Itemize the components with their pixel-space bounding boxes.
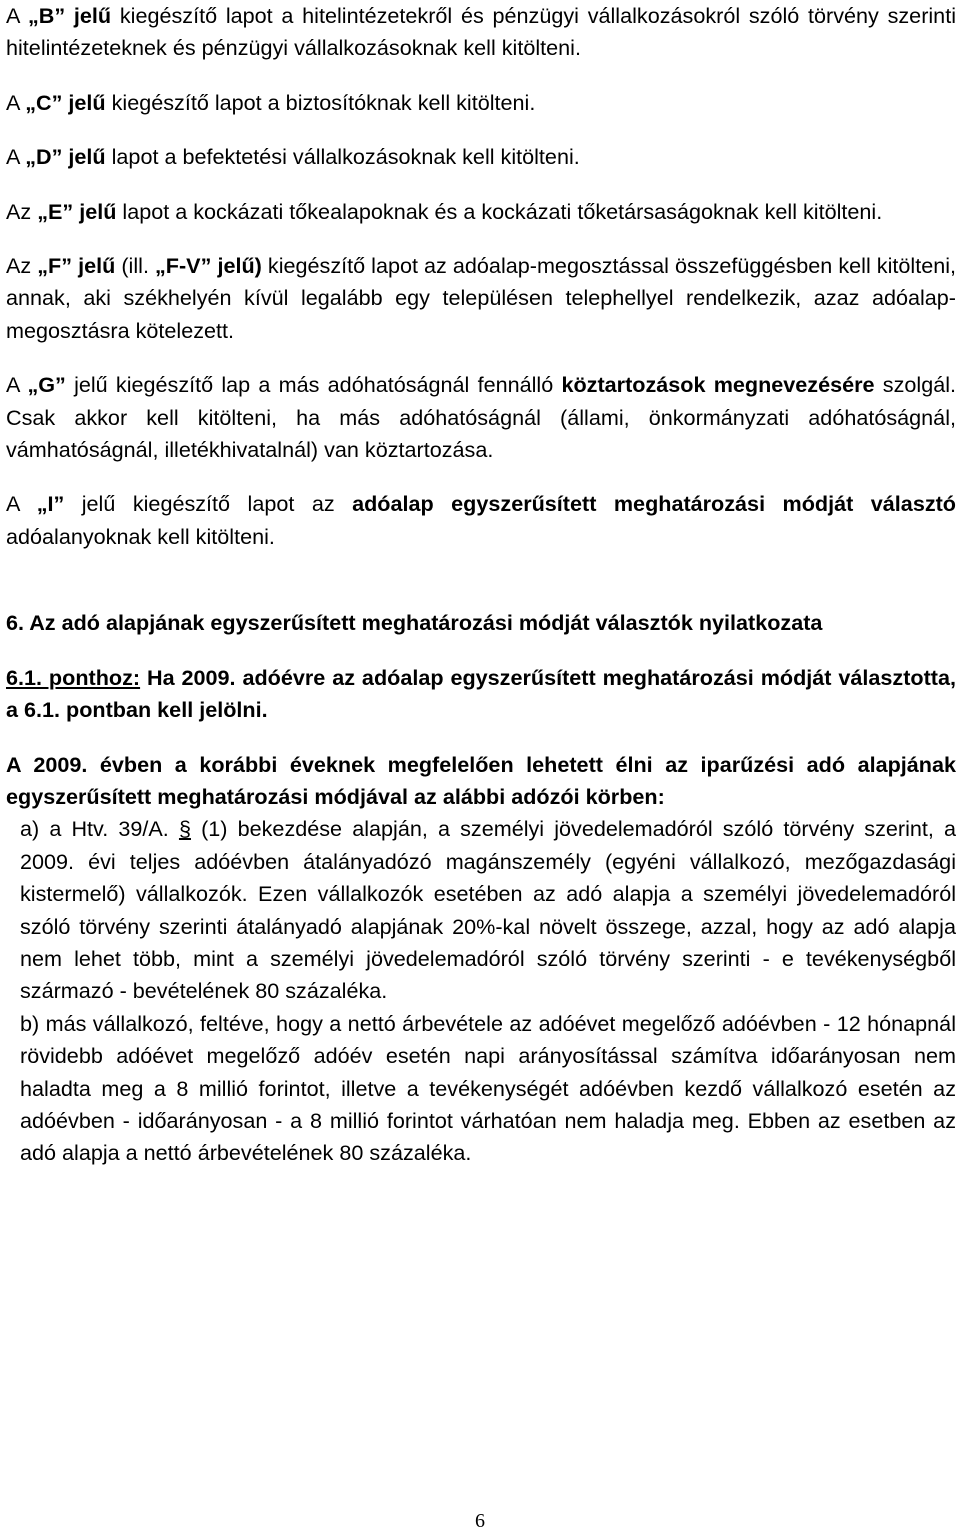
text: adóalanyoknak kell kitölteni. [6, 523, 275, 549]
form-letter: „D” [25, 144, 63, 170]
form-letter: „F-V” [155, 253, 212, 279]
text: A [6, 372, 28, 398]
form-letter: „E” [37, 198, 74, 224]
paragraph-f-sheet [6, 250, 956, 347]
text: A [6, 3, 28, 28]
bold-text: jelű [68, 89, 106, 115]
paragraph-2009-intro [6, 749, 956, 814]
text: Az [6, 253, 38, 279]
page-number: 6 [475, 1510, 485, 1532]
form-letter: „B” [27, 3, 66, 28]
paragraph-b-sheet [6, 0, 956, 65]
heading-text: 6. Az adó alapjának egyszerűsített meghatározási módját választók nyilatkozata [6, 610, 823, 636]
text [169, 816, 179, 841]
bold-text: jelű [73, 3, 112, 28]
text: szolgál. Csak akkor kell kitölteni, ha más adóhatóságnál (állami, önkormányzati adóhatóságnál, vámhatóságnál, illetékhivatalnál) van köztartozása. [6, 372, 957, 463]
bold-text: köztartozások megnevezésére [561, 372, 875, 398]
paragraph-c-sheet [6, 87, 956, 119]
list-item-b [6, 1008, 956, 1170]
bold-text: jelű) [217, 253, 262, 279]
section-heading-6 [6, 607, 956, 639]
text: kiegészítő lapot az adóalap-megosztással összefüggésben kell kitölteni, annak, aki székhelyén kívül legalább egy településen telephellyel rendelkezik, azaz adóalap-megosztásra kötelezett. [6, 253, 957, 343]
paragraph-g-sheet [6, 369, 956, 466]
form-letter: „C” [25, 89, 63, 115]
text: A [6, 144, 26, 170]
text: b) más vállalkozó, feltéve, hogy a nettó árbevétele az adóévet megelőző adóévben - 12 hónapnál rövidebb adóévet megelőző adóév esetén napi arányosítással számítva időarányosan nem haladta meg a 8 millió forintot, illetve a tevékenységét adóévben kezdő vállalkozó esetén az adóévben - időarányosan - a 8 millió forintot várhatóan nem haladja meg. Ebben az esetben az adó alapja a nettó árbevételének 80 százaléka. [20, 1010, 956, 1166]
text: jelű kiegészítő lapot az [64, 491, 353, 517]
bold-text: Ha 2009. adóévre az adóalap egyszerűsített meghatározási módját választotta, a 6.1. pontban kell jelölni. [6, 664, 957, 723]
text: (1) bekezdése alapján, a személyi jövedelemadóról szóló törvény szerint, a 2009. évi teljes adóévben átalányadózó magánszemély (egyéni vállalkozó, mezőgazdasági kistermelő) vállalkozók. Ezen vállalkozók esetében az adó alapja a személyi jövedelemadóról szóló törvény szerinti átalányadó alapjának 20%-kal növelt összege, azzal, hogy az adó alapja nem lehet több, mint a személyi jövedelemadóról szóló törvény szerinti - e tevékenységből származó - bevételének 80 százaléka. [20, 816, 957, 1004]
text: A [6, 491, 37, 517]
form-letter: „G” [27, 372, 66, 398]
bold-text: A 2009. évben a korábbi éveknek megfelelően lehetett élni az iparűzési adó alapjának egyszerűsített meghatározási módjával az alábbi adózói körben: [6, 751, 956, 809]
underlined-reference: 6.1. ponthoz: [6, 664, 141, 690]
text: kiegészítő lapot a hitelintézetekről és pénzügyi vállalkozásokról szóló törvény szerinti hitelintézeteknek és pénzügyi vállalkozásoknak kell kitölteni. [6, 3, 956, 61]
list-item-a [6, 813, 956, 1007]
text: kiegészítő lapot a biztosítóknak kell kitölteni. [105, 89, 536, 115]
bold-text: jelű [68, 144, 106, 170]
text: Az [6, 198, 38, 224]
paragraph-i-sheet [6, 488, 956, 553]
form-letter: „I” [36, 491, 65, 517]
paragraph-e-sheet [6, 196, 956, 228]
subsection-6-1 [6, 662, 956, 727]
text: lapot a befektetési vállalkozásoknak kell kitölteni. [105, 144, 580, 170]
text: lapot a kockázati tőkealapoknak és a kockázati tőketársaságoknak kell kitölteni. [116, 198, 883, 224]
underlined-section-sign: § [178, 816, 191, 842]
text [65, 3, 74, 28]
form-letter: „F” [37, 253, 73, 279]
text: (ill. [115, 253, 155, 279]
document-page [6, 0, 956, 1170]
bold-text: jelű [78, 253, 116, 279]
text: jelű kiegészítő lap a más adóhatóságnál fennálló [65, 372, 562, 398]
bold-text: jelű [79, 198, 117, 224]
bold-text: adóalap egyszerűsített meghatározási módját választó [352, 491, 957, 517]
text: A [6, 89, 26, 115]
paragraph-d-sheet [6, 141, 956, 173]
text: a) a Htv. 39/A. [20, 816, 169, 842]
